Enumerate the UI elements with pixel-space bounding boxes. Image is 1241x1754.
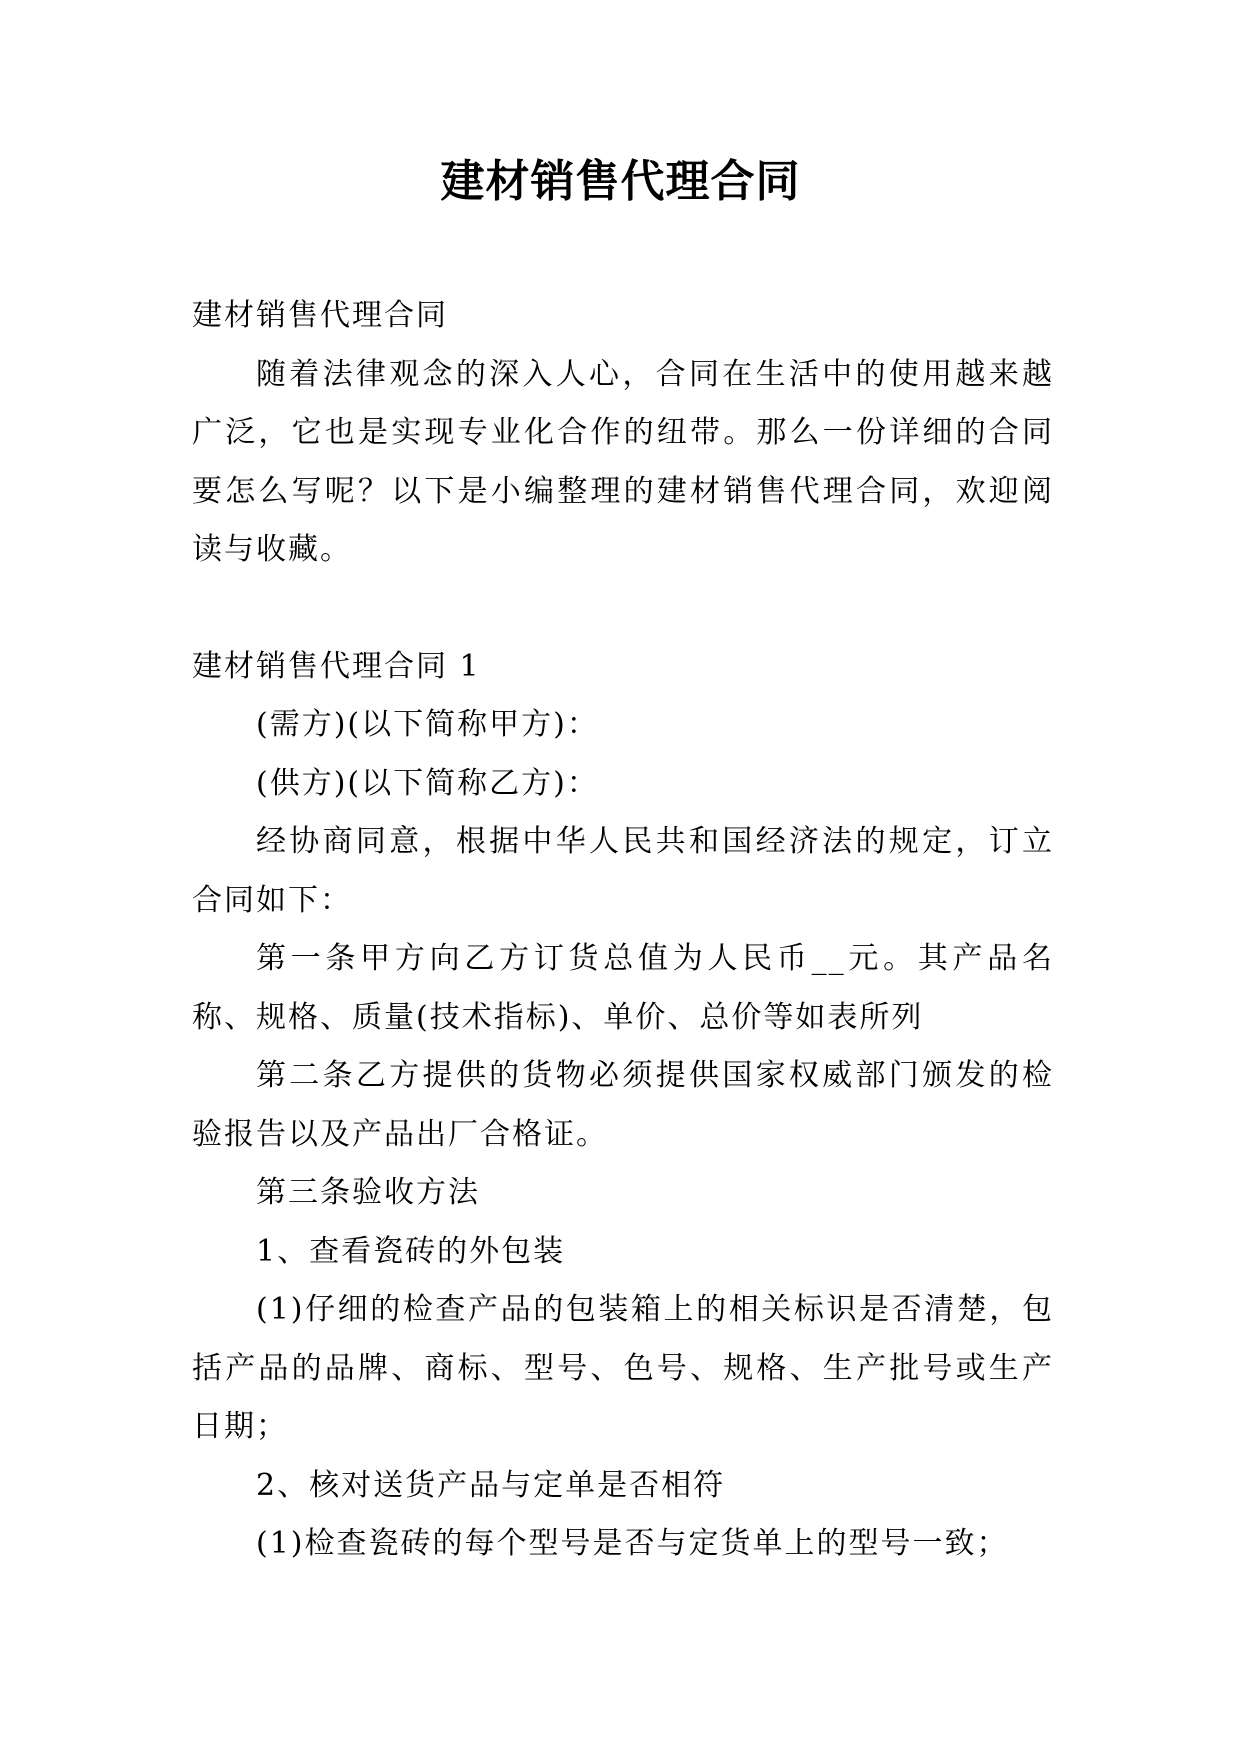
article-1: 第一条甲方向乙方订货总值为人民币__元。其产品名称、规格、质量(技术指标)、单价、总价等如表所列 [192, 941, 1054, 1035]
paragraph-spacer [192, 580, 1054, 638]
party-a-line: (需方)(以下简称甲方)： [256, 707, 599, 742]
document-title: 建材销售代理合同 [440, 156, 801, 207]
clause-2-item-1: (1)检查瓷砖的每个型号是否与定货单上的型号一致； [256, 1526, 1009, 1561]
document-body [192, 287, 1054, 1574]
agreement-preamble: 经协商同意，根据中华人民共和国经济法的规定，订立合同如下： [192, 824, 1054, 918]
section-heading: 建材销售代理合同 1 [192, 648, 481, 684]
article-2: 第二条乙方提供的货物必须提供国家权威部门颁发的检验报告以及产品出厂合格证。 [192, 1058, 1054, 1152]
party-b-line: (供方)(以下简称乙方)： [256, 765, 599, 801]
clause-2-heading: 2、核对送货产品与定单是否相符 [256, 1467, 726, 1503]
intro-paragraph: 随着法律观念的深入人心，合同在生活中的使用越来越广泛，它也是实现专业化合作的纽带。那么一份详细的合同要怎么写呢？以下是小编整理的建材销售代理合同，欢迎阅读与收藏。 [192, 356, 1054, 567]
document-subtitle: 建材销售代理合同 [192, 298, 448, 333]
clause-1-heading: 1、查看瓷砖的外包装 [256, 1233, 566, 1269]
article-3-heading: 第三条验收方法 [256, 1175, 480, 1210]
clause-1-item-1: (1)仔细的检查产品的包装箱上的相关标识是否清楚，包括产品的品牌、商标、型号、色号、规格、生产批号或生产日期； [192, 1292, 1054, 1444]
